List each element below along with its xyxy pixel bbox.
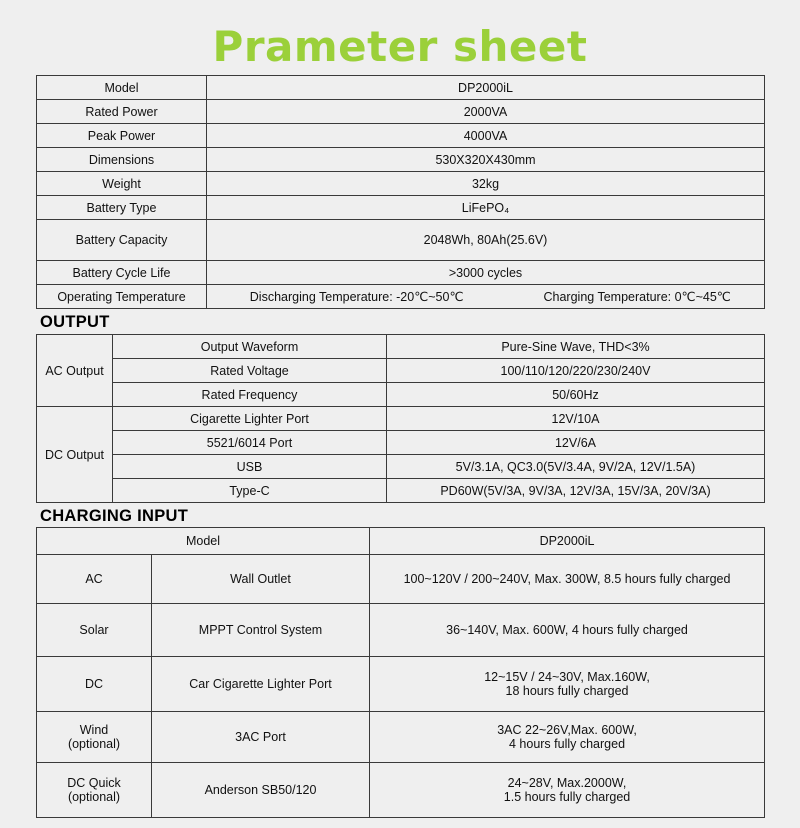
spec-value: LiFePO₄ — [207, 196, 765, 220]
charging-type-text: (optional) — [67, 790, 121, 804]
output-value: PD60W(5V/3A, 9V/3A, 12V/3A, 15V/3A, 20V/3A) — [387, 479, 765, 503]
table-row — [37, 528, 765, 555]
output-value: 50/60Hz — [387, 383, 765, 407]
table-row — [37, 76, 765, 100]
table-row — [37, 407, 765, 431]
charging-port: 3AC Port — [152, 712, 370, 763]
table-row — [37, 285, 765, 309]
table-row — [37, 100, 765, 124]
output-label: Rated Voltage — [113, 359, 387, 383]
table-row — [37, 172, 765, 196]
spec-label: Model — [37, 76, 207, 100]
charging-type-text: DC — [84, 677, 104, 691]
operating-temperature-label: Operating Temperature — [37, 285, 207, 309]
dc-output-label: DC Output — [37, 407, 113, 503]
table-row — [37, 604, 765, 657]
charging-type — [37, 763, 152, 818]
output-heading: OUTPUT — [40, 313, 110, 331]
charging-spec-text: 36~140V, Max. 600W, 4 hours fully charged — [446, 623, 688, 637]
charging-spec-text: 18 hours fully charged — [505, 684, 629, 698]
charging-port: Anderson SB50/120 — [152, 763, 370, 818]
output-value: 5V/3.1A, QC3.0(5V/3.4A, 9V/2A, 12V/1.5A) — [387, 455, 765, 479]
spec-table — [36, 75, 765, 309]
charging-port: Wall Outlet — [152, 555, 370, 604]
table-row — [37, 124, 765, 148]
charging-port: MPPT Control System — [152, 604, 370, 657]
table-row — [37, 455, 765, 479]
spec-label: Dimensions — [37, 148, 207, 172]
charging-type — [37, 712, 152, 763]
discharging-temperature: Discharging Temperature: -20℃~50℃ — [207, 285, 486, 309]
spec-value: 2000VA — [207, 100, 765, 124]
spec-value: 530X320X430mm — [207, 148, 765, 172]
spec-value: 2048Wh, 80Ah(25.6V) — [207, 220, 765, 261]
charging-type-text: Wind — [79, 723, 109, 737]
charging-input-table — [36, 527, 765, 818]
output-label: USB — [113, 455, 387, 479]
page-title: Prameter sheet — [212, 22, 588, 71]
charging-port: Car Cigarette Lighter Port — [152, 657, 370, 712]
charging-temperature: Charging Temperature: 0℃~45℃ — [486, 285, 765, 309]
table-row — [37, 148, 765, 172]
charging-spec-text: 12~15V / 24~30V, Max.160W, — [484, 670, 650, 684]
spec-value: 32kg — [207, 172, 765, 196]
table-row — [37, 261, 765, 285]
table-row — [37, 196, 765, 220]
spec-label: Weight — [37, 172, 207, 196]
spec-value: >3000 cycles — [207, 261, 765, 285]
output-label: Rated Frequency — [113, 383, 387, 407]
output-label: 5521/6014 Port — [113, 431, 387, 455]
charging-type — [37, 604, 152, 657]
table-row — [37, 657, 765, 712]
spec-value: 4000VA — [207, 124, 765, 148]
charging-type-text: (optional) — [67, 737, 121, 751]
table-row — [37, 479, 765, 503]
spec-label: Peak Power — [37, 124, 207, 148]
charging-spec-text: 24~28V, Max.2000W, — [507, 776, 627, 790]
output-table — [36, 334, 765, 503]
table-row — [37, 431, 765, 455]
charging-input-heading: CHARGING INPUT — [40, 507, 189, 525]
charging-type-text: DC Quick — [67, 776, 121, 790]
output-label: Type-C — [113, 479, 387, 503]
charging-model-label: Model — [37, 528, 370, 555]
output-label: Cigarette Lighter Port — [113, 407, 387, 431]
table-row — [37, 220, 765, 261]
output-value: 12V/6A — [387, 431, 765, 455]
table-row — [37, 335, 765, 359]
charging-spec-text: 4 hours fully charged — [508, 737, 626, 751]
output-value: 100/110/120/220/230/240V — [387, 359, 765, 383]
charging-spec — [370, 712, 765, 763]
table-row — [37, 383, 765, 407]
table-row — [37, 712, 765, 763]
charging-spec — [370, 604, 765, 657]
charging-spec-text: 1.5 hours fully charged — [503, 790, 631, 804]
spec-value: DP2000iL — [207, 76, 765, 100]
charging-type-text: Solar — [79, 623, 109, 637]
spec-label: Battery Cycle Life — [37, 261, 207, 285]
table-row — [37, 555, 765, 604]
charging-type — [37, 555, 152, 604]
charging-spec-text: 100~120V / 200~240V, Max. 300W, 8.5 hours fully charged — [403, 572, 731, 586]
charging-type — [37, 657, 152, 712]
output-value: 12V/10A — [387, 407, 765, 431]
charging-model-value: DP2000iL — [370, 528, 765, 555]
charging-spec — [370, 555, 765, 604]
output-value: Pure-Sine Wave, THD<3% — [387, 335, 765, 359]
output-label: Output Waveform — [113, 335, 387, 359]
charging-type-text: AC — [85, 572, 103, 586]
table-row — [37, 763, 765, 818]
charging-spec — [370, 763, 765, 818]
spec-label: Rated Power — [37, 100, 207, 124]
spec-label: Battery Capacity — [37, 220, 207, 261]
charging-spec — [370, 657, 765, 712]
spec-label: Battery Type — [37, 196, 207, 220]
table-row — [37, 359, 765, 383]
ac-output-label: AC Output — [37, 335, 113, 407]
charging-spec-text: 3AC 22~26V,Max. 600W, — [497, 723, 637, 737]
